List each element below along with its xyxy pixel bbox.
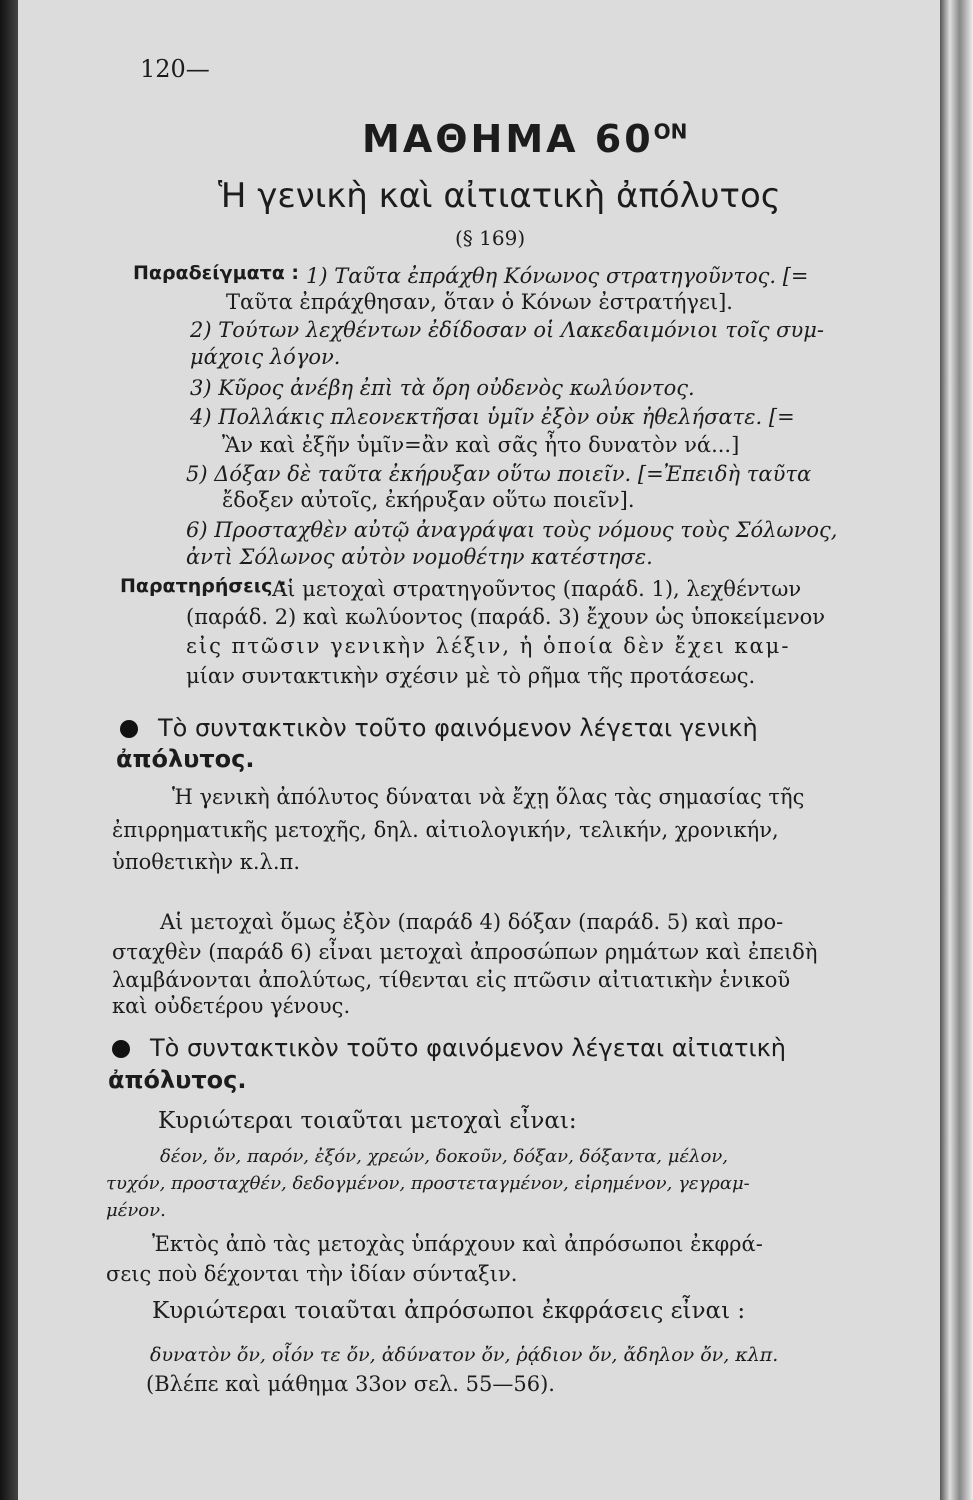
expressions-heading: Κυριώτεραι τοιαῦται ἀπρόσωποι ἐκφράσεις εἶναι :: [152, 1298, 746, 1324]
examples-label: Παραδείγματα :: [133, 262, 300, 284]
example-line: ἀντὶ Σόλωνος αὐτὸν νομοθέτην κατέστησε.: [186, 545, 653, 569]
page-number: 120—: [140, 55, 210, 83]
example-line: 5) Δόξαν δὲ ταῦτα ἐκήρυξαν οὕτω ποιεῖν. [=Ἐπειδὴ ταῦτα: [186, 462, 812, 486]
rule-accusative-absolute: [112, 1034, 786, 1062]
paragraph-line: Αἱ μετοχαὶ ὅμως ἐξὸν (παράδ 4) δόξαν (παράδ. 5) καὶ προ-: [160, 910, 784, 934]
example-line: 1) Ταῦτα ἐπράχθη Κόνωνος στρατηγοῦντος. [=: [306, 264, 809, 288]
example-line: 3) Κῦρος ἀνέβη ἐπὶ τὰ ὄρη οὐδενὸς κωλύοντος.: [190, 376, 695, 400]
paragraph-line: ἐπιρρηματικῆς μετοχῆς, δηλ. αἰτιολογικήν, τελικήν, χρονικήν,: [112, 818, 779, 842]
rule-line: ἀπόλυτος.: [116, 745, 255, 773]
participles-heading: Κυριώτεραι τοιαῦται μετοχαὶ εἶναι:: [158, 1108, 577, 1134]
lesson-title: [362, 117, 687, 161]
paragraph-line: καὶ οὐδετέρου γένους.: [112, 994, 351, 1018]
paragraph-line: Ἐκτὸς ἀπὸ τὰς μετοχὰς ὑπάρχουν καὶ ἀπρόσωποι ἐκφρά-: [152, 1232, 763, 1256]
participle-list-line: δέον, ὄν, παρόν, ἐξόν, χρεών, δοκοῦν, δόξαν, δόξαντα, μέλον,: [160, 1146, 729, 1167]
observation-line: (παράδ. 2) καὶ κωλύοντος (παράδ. 3) ἔχουν ὡς ὑποκείμενον: [186, 605, 826, 629]
lesson-title-suffix: ΟΝ: [653, 119, 688, 144]
scan-right-edge: [940, 0, 973, 1500]
observation-line: Αἱ μετοχαὶ στρατηγοῦντος (παράδ. 1), λεχθέντων: [272, 577, 802, 601]
observation-line: εἰς πτῶσιν γενικὴν λέξιν, ἡ ὁποία δὲν ἔχει καμ-: [186, 634, 791, 658]
expression-list-line: δυνατὸν ὄν, οἷόν τε ὄν, ἀδύνατον ὄν, ῥᾴδιον ὄν, ἄδηλον ὄν, κλπ.: [150, 1344, 779, 1366]
bullet-icon: [112, 1040, 130, 1058]
participle-list-line: τυχόν, προσταχθέν, δεδογμένον, προστεταγμένον, εἰρημένον, γεγραμ-: [106, 1173, 750, 1194]
participle-list-line: μένον.: [106, 1200, 166, 1221]
lesson-title-main: ΜΑΘΗΜΑ 60: [362, 117, 654, 161]
page-title: Ἡ γενικὴ καὶ αἰτιατικὴ ἀπόλυτος: [218, 176, 781, 216]
example-line: μάχοις λόγον.: [190, 345, 341, 369]
rule-line: Τὸ συντακτικὸν τοῦτο φαινόμενον λέγεται γενικὴ: [158, 714, 758, 742]
paragraph-line: λαμβάνονται ἀπολύτως, τίθενται εἰς πτῶσιν αἰτιατικὴν ἑνικοῦ: [112, 968, 791, 992]
example-line: 6) Προσταχθὲν αὐτῷ ἀναγράψαι τοὺς νόμους τοὺς Σόλωνος,: [186, 518, 838, 542]
example-line: 2) Τούτων λεχθέντων ἐδίδοσαν οἱ Λακεδαιμόνιοι τοῖς συμ-: [190, 318, 824, 342]
rule-genitive-absolute: [120, 714, 758, 742]
example-line: Ταῦτα ἐπράχθησαν, ὅταν ὁ Κόνων ἐστρατήγει].: [226, 290, 733, 314]
observation-line: μίαν συντακτικὴν σχέσιν μὲ τὸ ρῆμα τῆς προτάσεως.: [186, 664, 756, 688]
example-line: ἔδοξεν αὐτοῖς, ἐκήρυξαν οὕτω ποιεῖν].: [222, 488, 635, 512]
paragraph-line: σταχθὲν (παράδ 6) εἶναι μετοχαὶ ἀπροσώπων ρημάτων καὶ ἐπειδὴ: [112, 940, 818, 964]
paragraph-line: Ἡ γενικὴ ἀπόλυτος δύναται νὰ ἔχῃ ὅλας τὰς σημασίας τῆς: [172, 785, 805, 809]
bullet-icon: [120, 720, 138, 738]
section-reference: (§ 169): [455, 226, 526, 250]
paragraph-line: σεις ποὺ δέχονται τὴν ἰδίαν σύνταξιν.: [106, 1262, 518, 1286]
example-line: Ἂν καὶ ἐξῆν ὑμῖν=ἂν καὶ σᾶς ἦτο δυνατὸν νά...]: [222, 433, 740, 457]
scan-left-edge: [0, 0, 18, 1500]
paragraph-line: ὑποθετικὴν κ.λ.π.: [112, 850, 300, 874]
rule-line: ἀπόλυτος.: [108, 1066, 247, 1094]
observations-label: Παρατηρήσεις :: [120, 575, 287, 597]
expression-list-line: (Βλέπε καὶ μάθημα 33ον σελ. 55—56).: [146, 1372, 555, 1396]
example-line: 4) Πολλάκις πλεονεκτῆσαι ὑμῖν ἐξὸν οὐκ ἠθελήσατε. [=: [190, 405, 795, 429]
rule-line: Τὸ συντακτικὸν τοῦτο φαινόμενον λέγεται αἰτιατικὴ: [150, 1034, 786, 1062]
